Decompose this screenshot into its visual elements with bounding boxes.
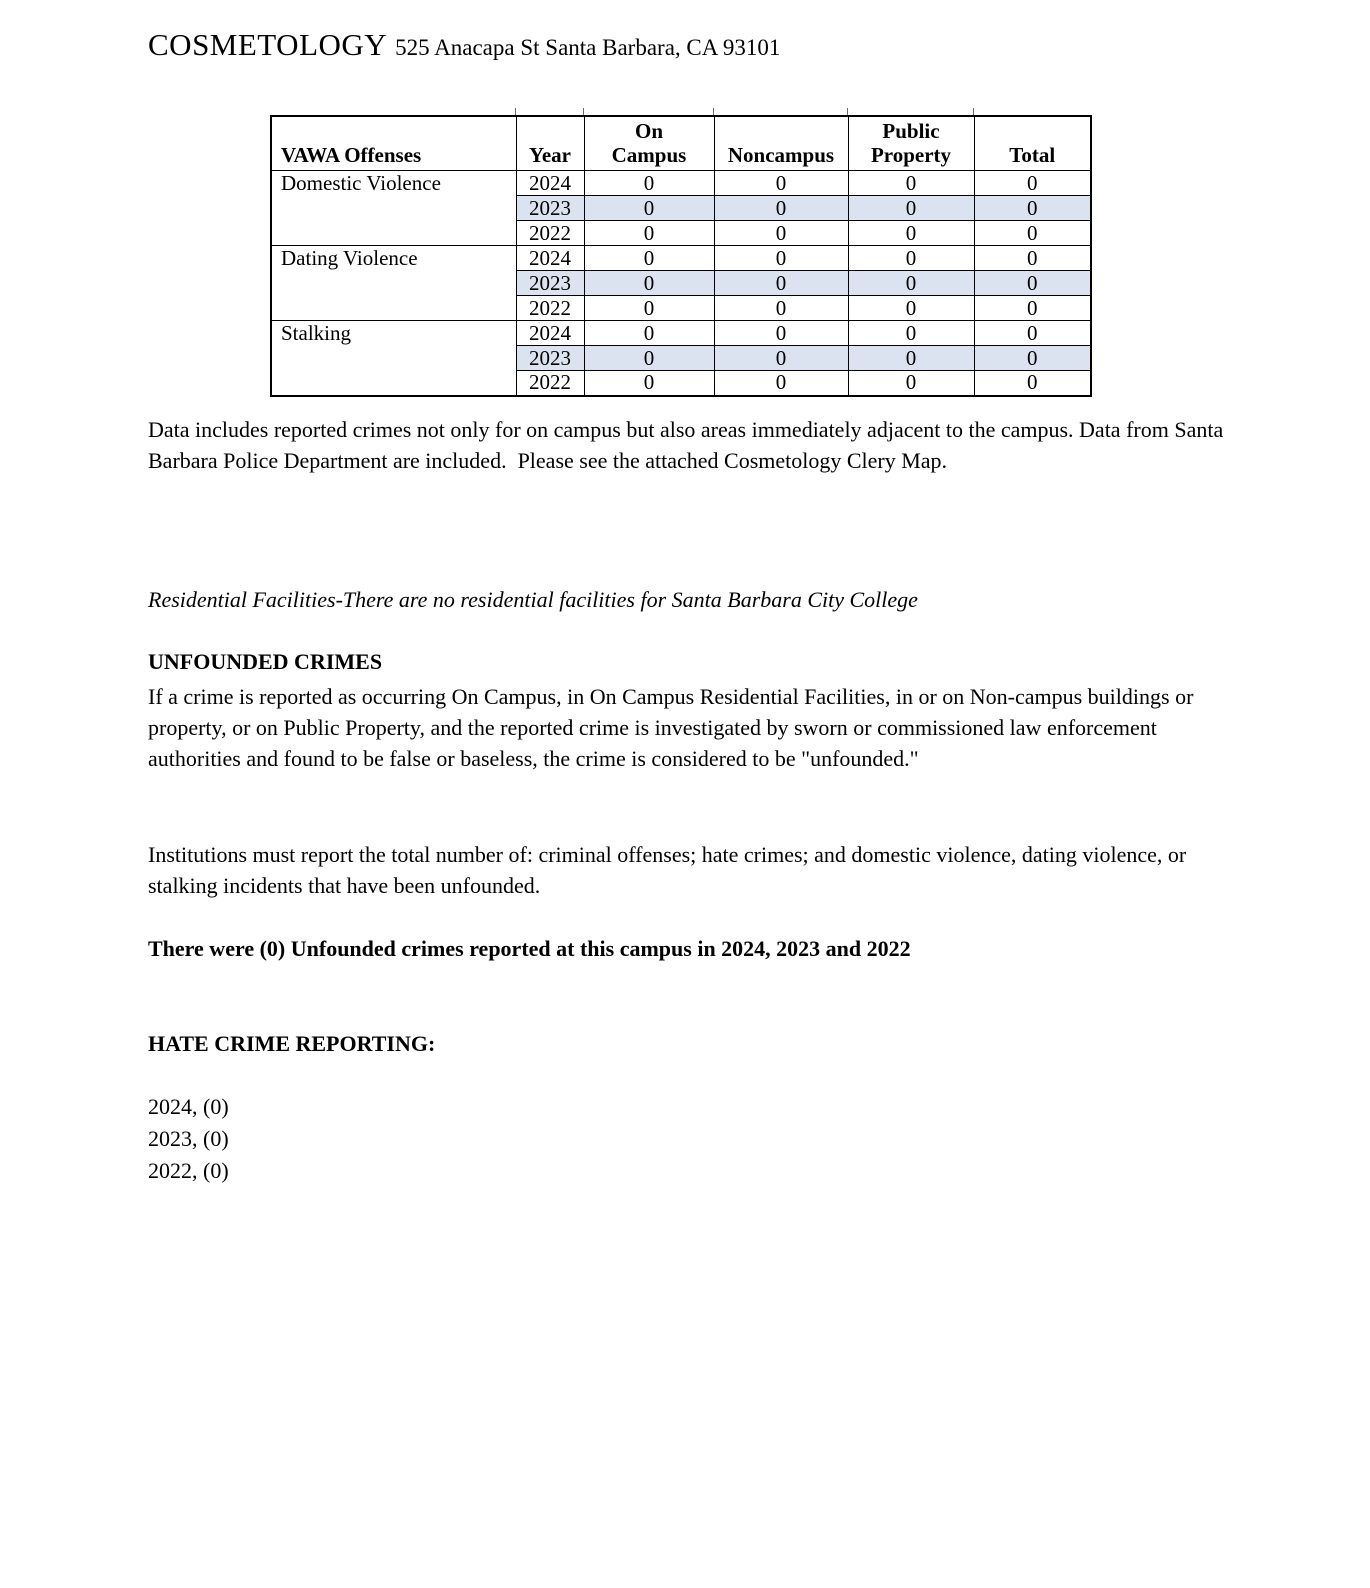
value-cell: 0 <box>584 371 714 396</box>
value-cell: 0 <box>714 271 848 296</box>
table-continuation-tick <box>713 108 714 115</box>
value-cell: 0 <box>974 221 1091 246</box>
value-cell: 0 <box>848 321 974 346</box>
value-cell: 0 <box>974 271 1091 296</box>
offense-domestic-violence: Domestic Violence <box>271 171 516 246</box>
value-cell: 0 <box>584 321 714 346</box>
header-total: Total <box>974 116 1091 171</box>
value-cell: 0 <box>974 196 1091 221</box>
header-year: Year <box>516 116 584 171</box>
table-continuation-tick <box>583 108 584 115</box>
value-cell: 0 <box>714 296 848 321</box>
value-cell: 0 <box>848 196 974 221</box>
campus-title: COSMETOLOGY <box>148 27 388 62</box>
year-cell: 2023 <box>516 271 584 296</box>
year-cell: 2023 <box>516 346 584 371</box>
table-row <box>271 171 1091 196</box>
residential-facilities-note: Residential Facilities-There are no residential facilities for Santa Barbara City College <box>148 587 918 612</box>
value-cell: 0 <box>974 321 1091 346</box>
value-cell: 0 <box>714 321 848 346</box>
data-note-paragraph: Data includes reported crimes not only for on campus but also areas immediately adjacent to the campus. Data from Santa Barbara Police Department are included. Please see the attached Cosmetology Clery Map. <box>148 417 1224 473</box>
value-cell: 0 <box>714 196 848 221</box>
value-cell: 0 <box>974 171 1091 196</box>
value-cell: 0 <box>714 221 848 246</box>
value-cell: 0 <box>848 221 974 246</box>
header-on-campus: On Campus <box>584 116 714 171</box>
year-cell: 2022 <box>516 221 584 246</box>
value-cell: 0 <box>848 246 974 271</box>
document-header <box>148 27 780 63</box>
year-cell: 2022 <box>516 371 584 396</box>
table-continuation-tick <box>973 108 974 115</box>
table-row <box>271 246 1091 271</box>
value-cell: 0 <box>848 271 974 296</box>
offense-dating-violence: Dating Violence <box>271 246 516 321</box>
hate-crime-year-line: 2022, (0) <box>148 1158 229 1183</box>
year-cell: 2024 <box>516 321 584 346</box>
table-continuation-tick <box>515 108 516 115</box>
value-cell: 0 <box>848 371 974 396</box>
value-cell: 0 <box>848 346 974 371</box>
table-continuation-tick <box>847 108 848 115</box>
value-cell: 0 <box>714 346 848 371</box>
value-cell: 0 <box>584 271 714 296</box>
year-cell: 2024 <box>516 246 584 271</box>
value-cell: 0 <box>584 246 714 271</box>
value-cell: 0 <box>714 246 848 271</box>
header-vawa-offenses: VAWA Offenses <box>271 116 516 171</box>
value-cell: 0 <box>974 371 1091 396</box>
hate-crime-year-line: 2024, (0) <box>148 1094 229 1119</box>
value-cell: 0 <box>584 196 714 221</box>
year-cell: 2023 <box>516 196 584 221</box>
vawa-offenses-table <box>270 115 1092 397</box>
table-header-row <box>271 116 1091 171</box>
value-cell: 0 <box>974 346 1091 371</box>
value-cell: 0 <box>848 171 974 196</box>
unfounded-crimes-reporting-requirement: Institutions must report the total number of: criminal offenses; hate crimes; and domestic violence, dating violence, or stalking incidents that have been unfounded. <box>148 842 1187 898</box>
value-cell: 0 <box>714 371 848 396</box>
year-cell: 2024 <box>516 171 584 196</box>
header-noncampus: Noncampus <box>714 116 848 171</box>
value-cell: 0 <box>584 171 714 196</box>
offense-stalking: Stalking <box>271 321 516 396</box>
header-public-property: Public Property <box>848 116 974 171</box>
hate-crime-heading: HATE CRIME REPORTING: <box>148 1031 436 1056</box>
campus-address: 525 Anacapa St Santa Barbara, CA 93101 <box>395 35 781 60</box>
year-cell: 2022 <box>516 296 584 321</box>
value-cell: 0 <box>584 346 714 371</box>
value-cell: 0 <box>714 171 848 196</box>
unfounded-crimes-heading: UNFOUNDED CRIMES <box>148 649 383 674</box>
unfounded-crimes-definition: If a crime is reported as occurring On Campus, in On Campus Residential Facilities, in or on Non-campus buildings or property, or on Public Property, and the reported crime is investigated by sworn or commissioned law enforcement authorities and found to be false or baseless, the crime is considered to be "unfounded." <box>148 684 1194 771</box>
unfounded-crimes-summary: There were (0) Unfounded crimes reported at this campus in 2024, 2023 and 2022 <box>148 936 911 961</box>
hate-crime-year-line: 2023, (0) <box>148 1126 229 1151</box>
value-cell: 0 <box>974 246 1091 271</box>
value-cell: 0 <box>584 296 714 321</box>
value-cell: 0 <box>584 221 714 246</box>
value-cell: 0 <box>974 296 1091 321</box>
value-cell: 0 <box>848 296 974 321</box>
hate-crime-year-list <box>148 1091 1236 1187</box>
table-row <box>271 321 1091 346</box>
